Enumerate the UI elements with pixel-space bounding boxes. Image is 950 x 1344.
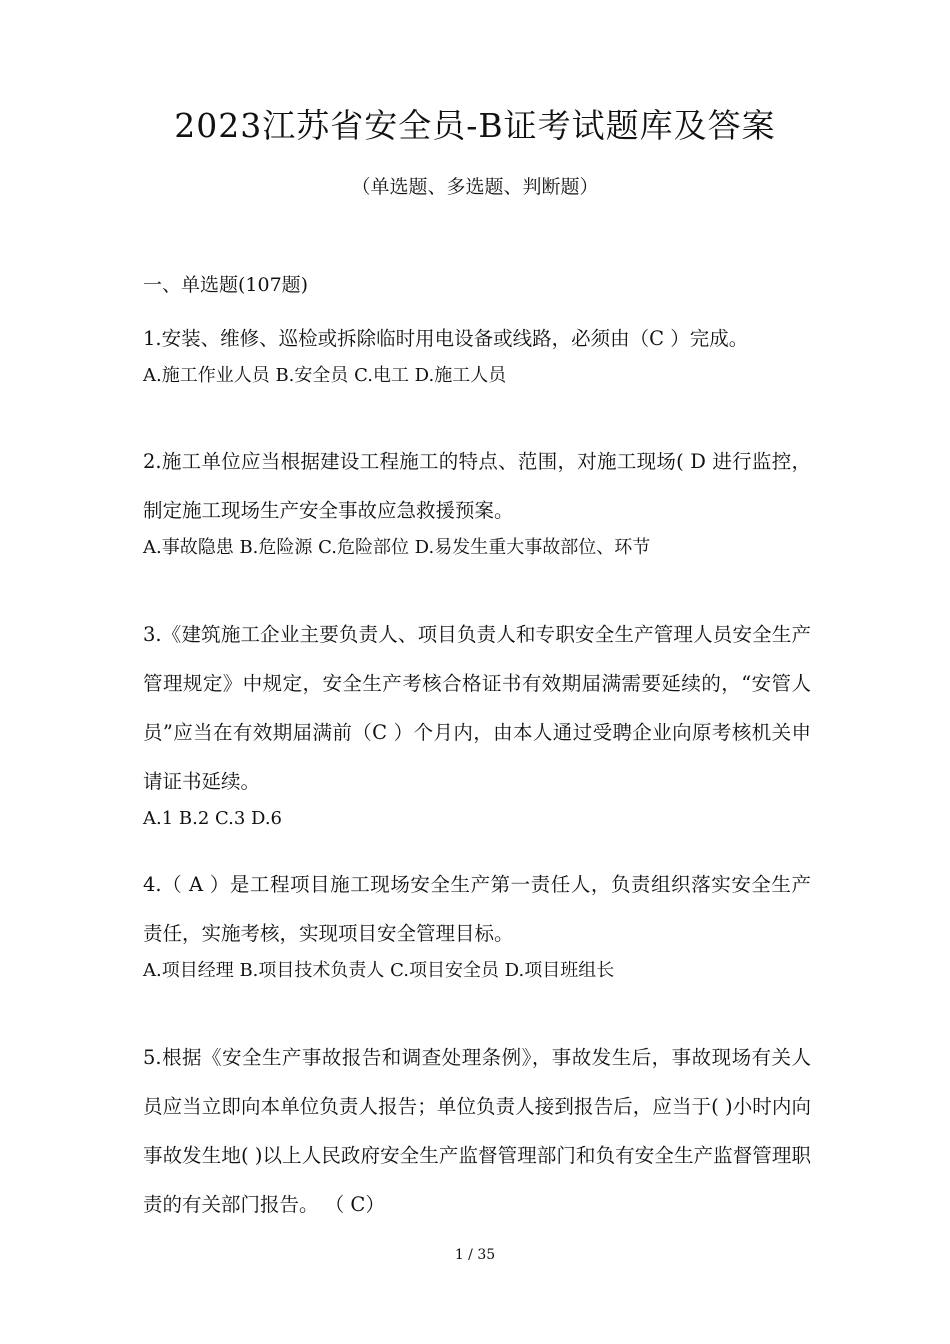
question-2 (143, 437, 811, 561)
question-text: 3.《建筑施工企业主要负责人、项目负责人和专职安全生产管理人员安全生产管理规定》中规定，安全生产考核合格证书有效期届满需要延续的，“安管人员”应当在有效期届满前（C ）个月内，由本人通过受聘企业向原考核机关申请证书延续。 (143, 623, 811, 793)
question-options: A.施工作业人员 B.安全员 C.电工 D.施工人员 (143, 365, 507, 386)
document-subtitle: （单选题、多选题、判断题） (351, 176, 599, 198)
question-text: 5.根据《安全生产事故报告和调查处理条例》，事故发生后，事故现场有关人员应当立即向本单位负责人报告；单位负责人接到报告后，应当于( )小时内向事故发生地( )以上人民政府安全生产监督管理部门和负有安全生产监督管理职责的有关部门报告。 （ C） (143, 1046, 811, 1216)
document-title: 2023江苏省安全员-B证考试题库及答案 (174, 106, 776, 145)
question-text: 2.施工单位应当根据建设工程施工的特点、范围，对施工现场( D 进行监控，制定施工现场生产安全事故应急救援预案。 (143, 450, 811, 522)
question-options: A.事故隐患 B.危险源 C.危险部位 D.易发生重大事故部位、环节 (143, 537, 651, 558)
question-5 (143, 1033, 811, 1229)
question-1 (143, 314, 811, 389)
page-number: 1 / 35 (454, 1247, 496, 1263)
question-options: A.1 B.2 C.3 D.6 (143, 808, 283, 829)
question-4 (143, 860, 811, 984)
question-options: A.项目经理 B.项目技术负责人 C.项目安全员 D.项目班组长 (143, 960, 615, 981)
question-text: 4.（ A ）是工程项目施工现场安全生产第一责任人，负责组织落实安全生产责任，实施考核，实现项目安全管理目标。 (143, 873, 811, 945)
section-heading: 一、单选题(107题) (143, 274, 309, 296)
question-text: 1.安装、维修、巡检或拆除临时用电设备或线路，必须由（C ）完成。 (143, 327, 749, 350)
question-3 (143, 610, 811, 832)
